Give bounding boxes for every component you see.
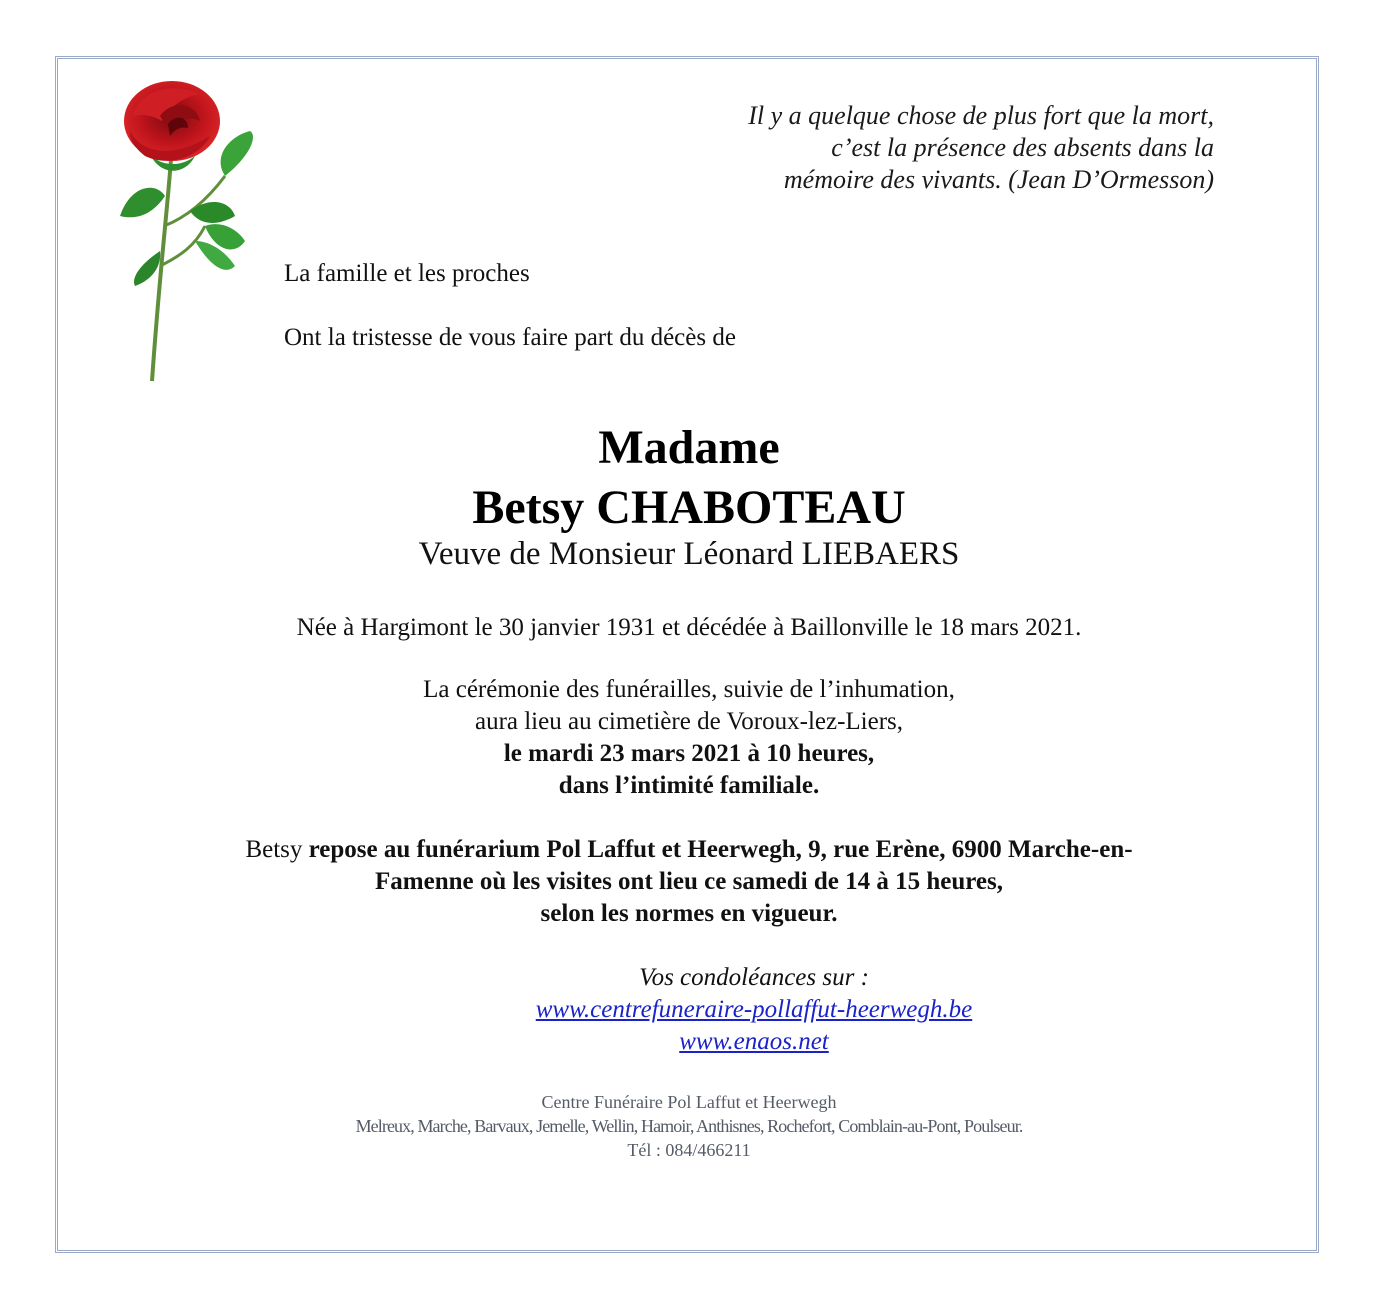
quote-line: mémoire des vivants. (Jean D’Ormesson) [783,165,1214,194]
visitation-line: selon les normes en vigueur. [540,900,838,927]
visitation-first-name: Betsy [245,836,303,863]
deceased-title: Madame [598,421,780,474]
intro-announcement: Ont la tristesse de vous faire part du décès de [284,324,736,351]
birth-death-info: Née à Hargimont le 30 janvier 1931 et décédée à Baillonville le 18 mars 2021. [296,614,1082,641]
quote-line: c’est la présence des absents dans la [831,133,1214,162]
condolences-link-row [65,994,1378,1026]
funeral-center-link[interactable]: www.centrefuneraire-pollaffut-heerwegh.be [535,996,973,1023]
footer-locations-text: Melreux, Marche, Barvaux, Jemelle, Wellin, Hamoir, Anthisnes, Rochefort, Comblain-au-Pont, Poulseur. [355,1116,1023,1136]
rose-image [100,76,260,386]
quote-line: Il y a quelque chose de plus fort que la mort, [748,101,1214,130]
intro-family: La famille et les proches [284,260,530,287]
footer-phone: Tél : 084/466211 [627,1140,751,1160]
visitation-line: Famenne où les visites ont lieu ce samedi de 14 à 15 heures, [375,868,1003,895]
quote-block [748,100,1214,196]
widow-of: Veuve de Monsieur Léonard LIEBAERS [418,536,960,572]
enaos-link[interactable]: www.enaos.net [679,1028,829,1055]
ceremony-line: La cérémonie des funérailles, suivie de l’inhumation, [423,676,955,703]
deceased-name: Betsy CHABOTEAU [472,481,906,534]
footer-company: Centre Funéraire Pol Laffut et Heerwegh [541,1092,837,1112]
ceremony-date: le mardi 23 mars 2021 à 10 heures, [503,740,875,767]
condolences-label: Vos condoléances sur : [639,964,869,991]
ceremony-line: aura lieu au cimetière de Voroux-lez-Liers, [474,708,904,735]
visitation-location: repose au funérarium Pol Laffut et Heerwegh, 9, rue Erène, 6900 Marche-en- [308,836,1133,863]
visitation-line [0,834,1378,866]
footer-locations [0,1114,1378,1138]
ceremony-note: dans l’intimité familiale. [558,772,820,799]
condolences-link-row [65,1026,1378,1058]
